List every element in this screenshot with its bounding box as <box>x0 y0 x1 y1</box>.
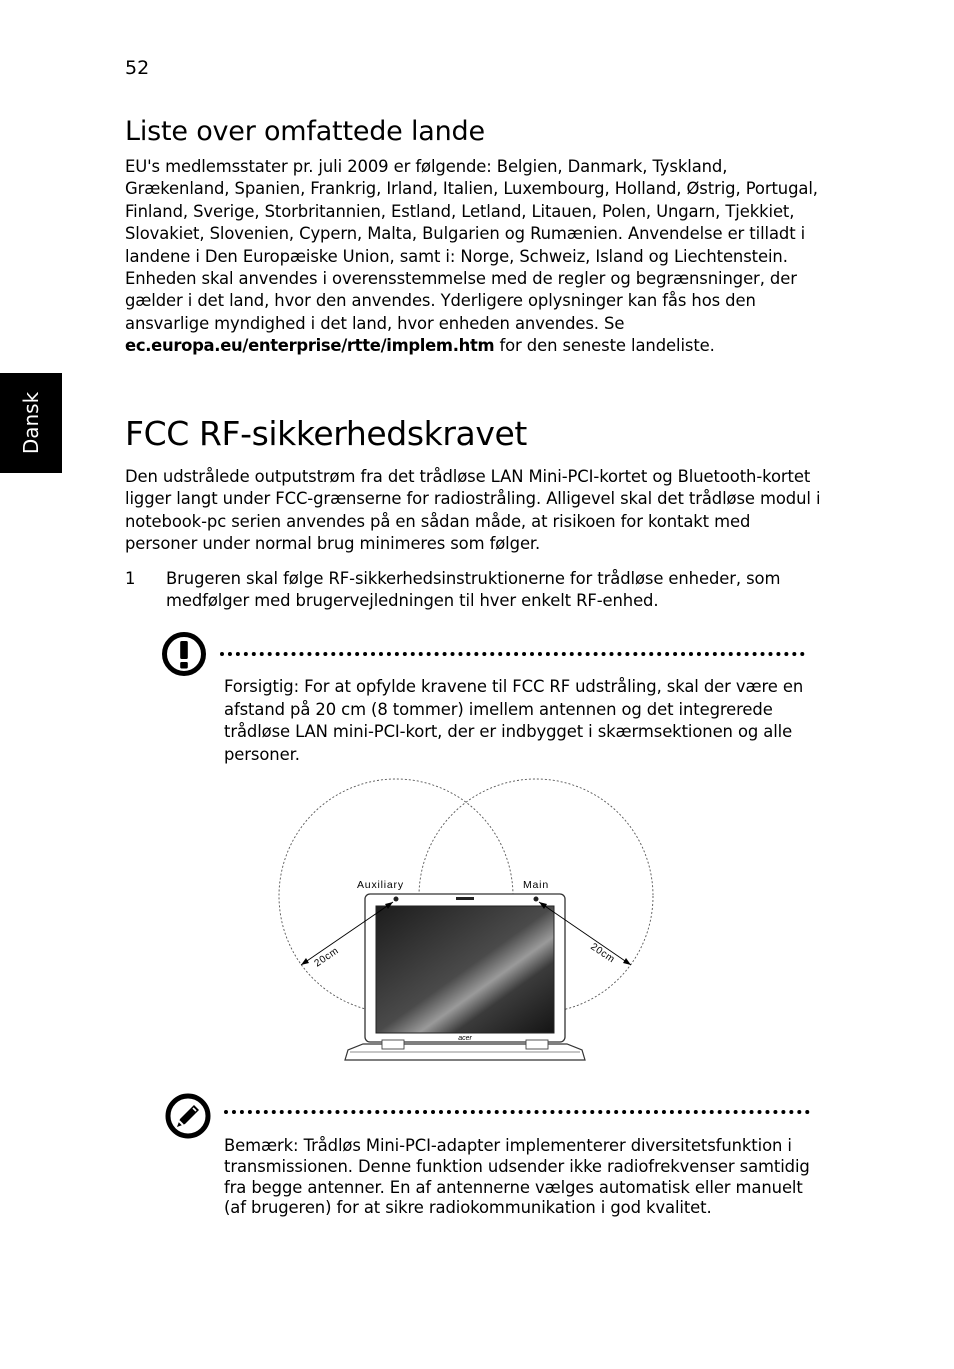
exclamation-icon <box>160 630 208 678</box>
main-antenna-dot <box>534 897 539 902</box>
section-heading-fcc: FCC RF-sikkerhedskravet <box>125 414 527 453</box>
countries-text-end: for den seneste landeliste. <box>499 336 715 356</box>
countries-paragraph <box>125 156 825 358</box>
antenna-range-figure <box>270 776 670 1076</box>
fcc-paragraph: Den udstrålede outputstrøm fra det trådløse LAN Mini-PCI-kortet og Bluetooth-kortet ligger langt under FCC-grænserne for radiostråling. Alligevel skal det trådløse modul i notebook-pc serien anvendes på en sådan måde, at risikoen for kontakt med personer under normal brug minimeres som følger. <box>125 467 821 554</box>
eu-link[interactable]: ec.europa.eu/enterprise/rtte/implem.htm <box>125 336 495 356</box>
note-divider <box>224 1110 810 1114</box>
laptop-screen <box>376 906 554 1033</box>
caution-label: Forsigtig: <box>224 677 300 696</box>
note-label: Bemærk: <box>224 1136 299 1155</box>
caution-text <box>224 676 804 766</box>
note-pen-icon <box>163 1091 213 1141</box>
page-number: 52 <box>125 57 150 79</box>
laptop-logo: acer <box>458 1035 472 1042</box>
side-tab-label: Dansk <box>19 391 43 455</box>
list-item-text: Brugeren skal følge RF-sikkerhedsinstruktionerne for trådløse enheder, som medfølger med brugervejledningen til hver enkelt RF-enhed. <box>166 569 781 611</box>
caution-body: For at opfylde kravene til FCC RF udstråling, skal der være en afstand på 20 cm (8 tommer) imellem antennen og det integrerede trådløse LAN mini-PCI-kort, der er indbygget i skærmsektionen og alle personer. <box>224 677 804 764</box>
caution-divider <box>220 652 805 656</box>
list-item-number: 1 <box>125 569 136 588</box>
auxiliary-antenna-dot <box>394 897 399 902</box>
distance-label-right: 20cm <box>588 941 617 966</box>
auxiliary-label: Auxiliary <box>357 879 404 891</box>
distance-label-left: 20cm <box>312 945 341 970</box>
note-body: Trådløs Mini-PCI-adapter implementerer diversitetsfunktion i transmissionen. Denne funktion udsender ikke radiofrekvenser samtidig fra begge antenner. En af antennerne vælges automatisk eller manuelt (af brugeren) for at sikre radiokommunikation i god kvalitet. <box>224 1136 810 1218</box>
note-text <box>224 1136 814 1219</box>
countries-text: EU's medlemsstater pr. juli 2009 er følgende: Belgien, Danmark, Tyskland, Grækenland, Spanien, Frankrig, Irland, Italien, Luxembourg, Holland, Østrig, Portugal, Finland, Sverige, Storbritannien, Estland, Letland, Litauen, Polen, Ungarn, Tjekkiet, Slovakiet, Slovenien, Cypern, Malta, Bulgarien og Rumænien. Anvendelse er tilladt i landene i Den Europæiske Union, samt i: Norge, Schweiz, Island og Liechtenstein. Enheden skal anvendes i overensstemmelse med de regler og begrænsninger, der gælder i det land, hvor den anvendes. Yderligere oplysninger kan fås hos den ansvarlige myndighed i det land, hvor enheden anvendes. Se <box>125 157 818 333</box>
language-side-tab <box>0 373 62 473</box>
main-label: Main <box>523 879 549 891</box>
section-heading-countries: Liste over omfattede lande <box>125 116 485 147</box>
